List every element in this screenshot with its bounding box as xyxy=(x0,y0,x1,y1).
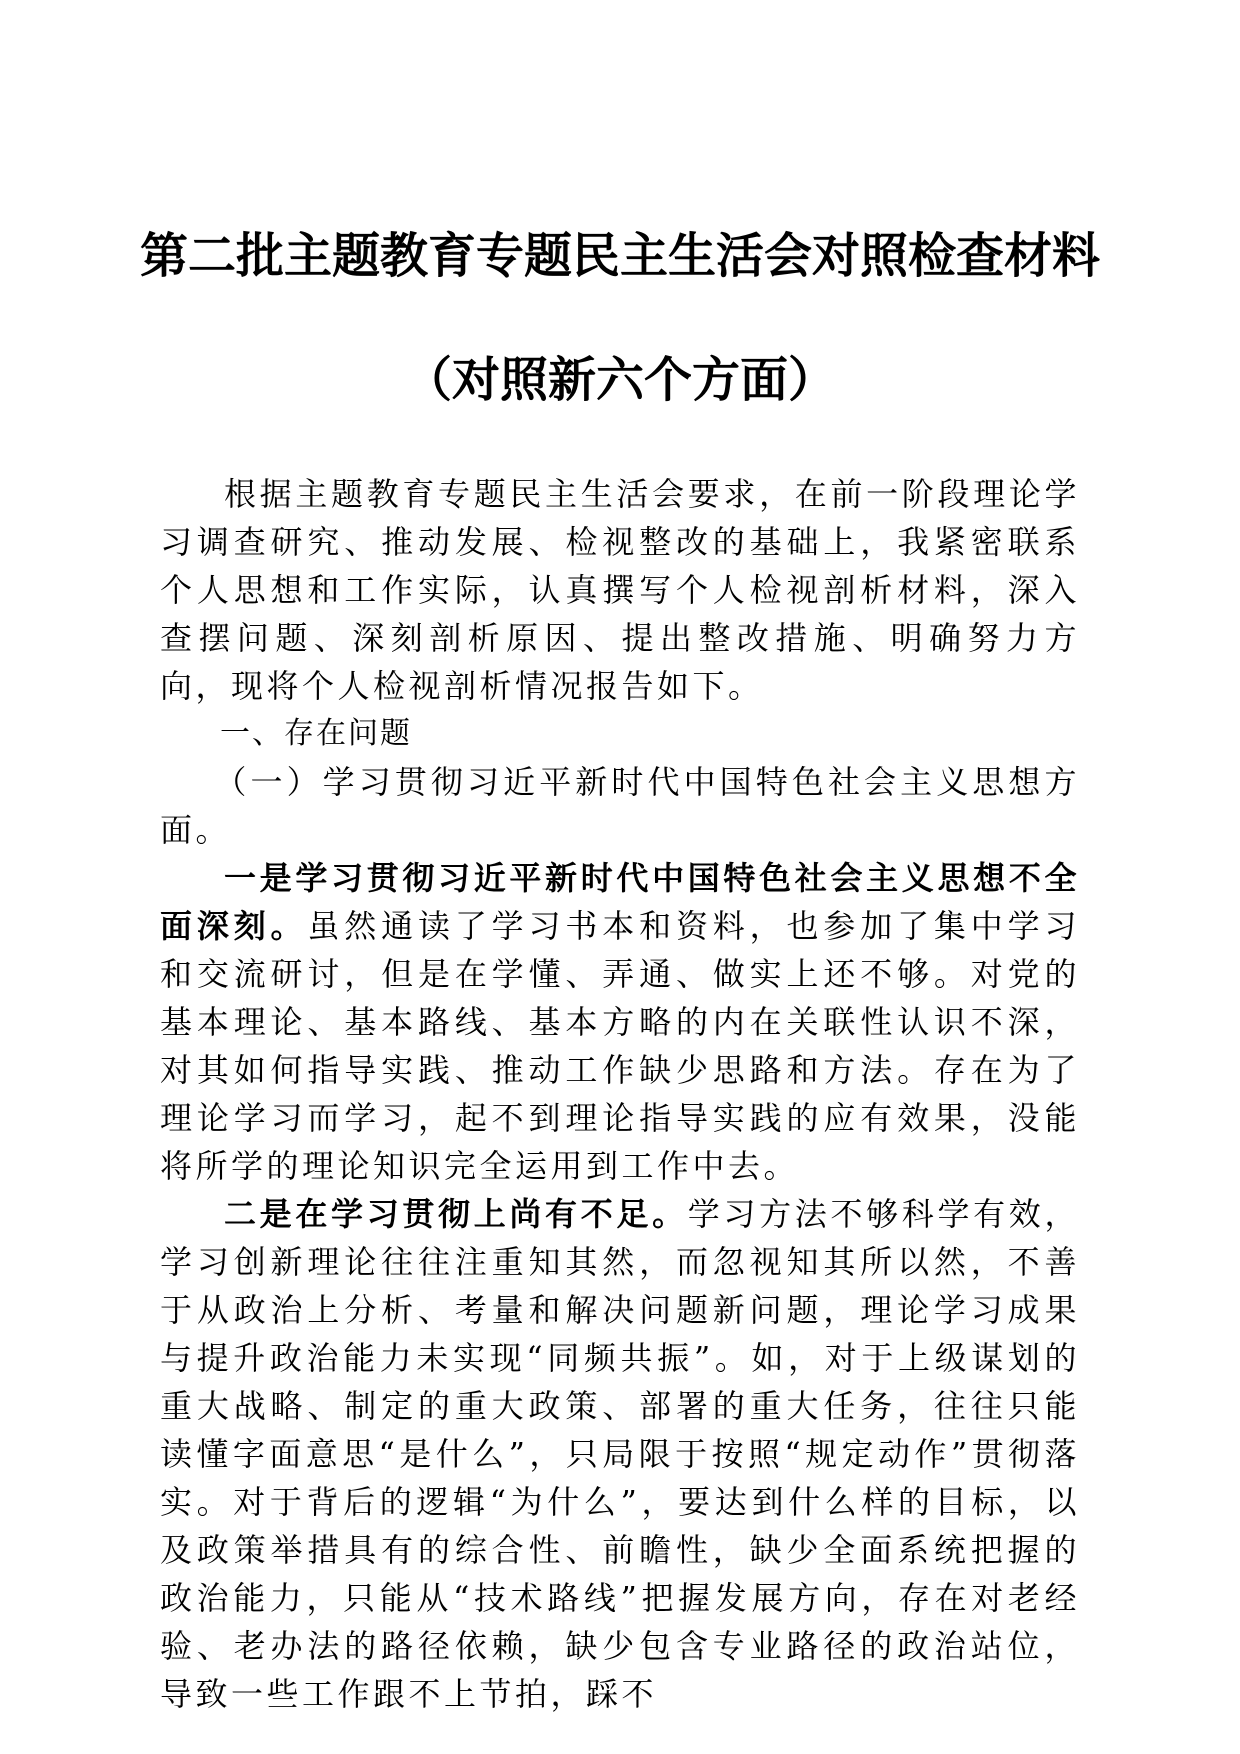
section-heading: 一、存在问题 xyxy=(220,716,412,751)
subsection-heading: （一）学习贯彻习近平新时代中国特色社会主义思想方面。 xyxy=(160,763,1080,849)
document-title: 第二批主题教育专题民主生活会对照检查材料 xyxy=(139,228,1100,284)
intro-paragraph: 根据主题教育专题民主生活会要求，在前一阶段理论学习调查研究、推动发展、检视整改的基础上，我紧密联系个人思想和工作实际，认真撰写个人检视剖析材料，深入查摆问题、深刻剖析原因、提出整改措施、明确努力方向，现将个人检视剖析情况报告如下。 xyxy=(160,475,1080,705)
document-body xyxy=(160,470,1080,1718)
point-2-paragraph xyxy=(160,1190,1080,1718)
point-2-text: 学习方法不够科学有效，学习创新理论往往注重知其然，而忽视知其所以然，不善于从政治上分析、考量和解决问题新问题，理论学习成果与提升政治能力未实现“同频共振”。如，对于上级谋划的重大战略、制定的重大政策、部署的重大任务，往往只能读懂字面意思“是什么”，只局限于按照“规定动作”贯彻落实。对于背后的逻辑“为什么”，要达到什么样的目标，以及政策举措具有的综合性、前瞻性，缺少全面系统把握的政治能力，只能从“技术路线”把握发展方向，存在对老经验、老办法的路径依赖，缺少包含专业路径的政治站位，导致一些工作跟不上节拍，踩不 xyxy=(160,1195,1080,1713)
document-subtitle: （对照新六个方面） xyxy=(403,352,836,408)
point-2-lead: 二是在学习贯彻上尚有不足。 xyxy=(224,1195,688,1233)
point-1-lead: 一是学习贯彻习近平新时代中国特色社会主义思想不全面深刻。 xyxy=(160,859,1080,945)
point-1-paragraph xyxy=(160,854,1080,1190)
point-1-text: 虽然通读了学习书本和资料，也参加了集中学习和交流研讨，但是在学懂、弄通、做实上还不够。对党的基本理论、基本路线、基本方略的内在关联性认识不深，对其如何指导实践、推动工作缺少思路和方法。存在为了理论学习而学习，起不到理论指导实践的应有效果，没能将所学的理论知识完全运用到工作中去。 xyxy=(160,907,1080,1185)
